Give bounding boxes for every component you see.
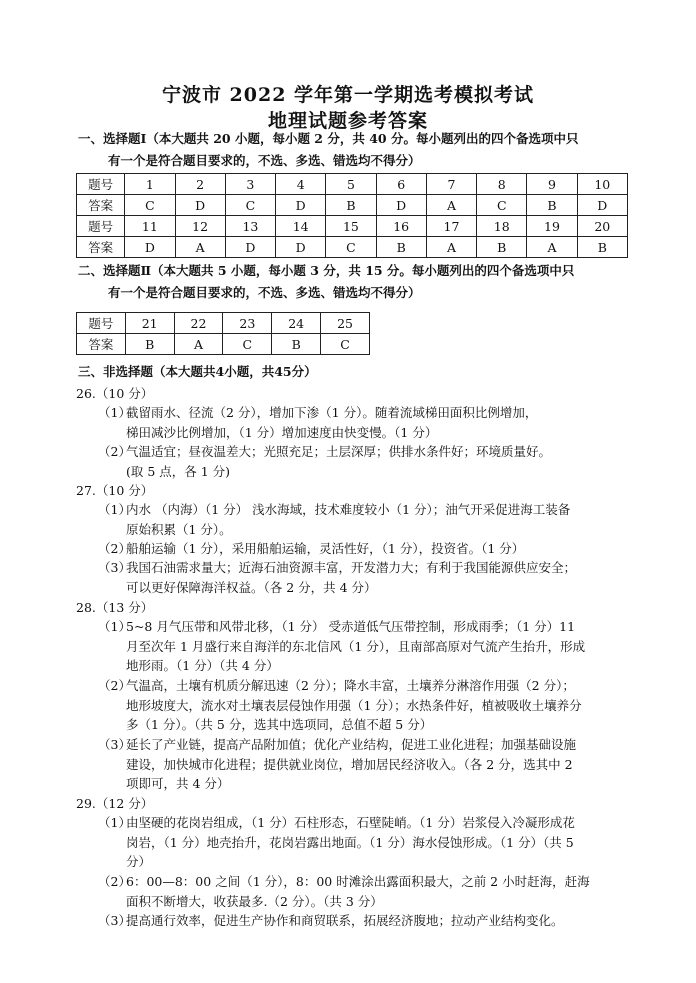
answer-line: 我国石油需求量大；近海石油资源丰富，开发潜力大；有利于我国能源供应安全； (126, 560, 577, 575)
table-cell: C (321, 334, 370, 355)
q29-item-2 (98, 872, 628, 911)
q28-item-2 (98, 676, 628, 735)
row-label: 答案 (77, 334, 126, 355)
answer-line: 月至次年 1 月盛行来自海洋的东北信风（1 分），且南部高原对气流产生抬升，形成 (126, 638, 586, 654)
answer-line: 岗岩，（1 分）地壳抬升，花岗岩露出地面。（1 分）海水侵蚀形成。（1 分）（共 5 (126, 834, 574, 850)
table-cell: 24 (272, 313, 321, 334)
row-label: 题号 (77, 313, 126, 334)
table-cell: 7 (426, 174, 476, 195)
table-cell: 2 (175, 174, 225, 195)
item-number: （3） (98, 560, 131, 575)
table-row (77, 195, 628, 216)
section-3-heading: 三、非选择题（本大题共4小题，共45分） (78, 364, 317, 379)
answer-line: 提高通行效率，促进生产协作和商贸联系，拓展经济腹地；拉动产业结构变化。 (126, 913, 564, 928)
table-cell: B (527, 195, 577, 216)
table-cell: 9 (527, 174, 577, 195)
section-1-heading-line1: 一、选择题Ⅰ（本大题共 20 小题，每小题 2 分，共 40 分。每小题列出的四个备选项中只 (78, 131, 579, 146)
table-cell: 13 (225, 216, 275, 237)
table-cell: 12 (175, 216, 225, 237)
answer-line: (取 5 点，各 1 分) (126, 463, 231, 479)
row-label: 题号 (77, 216, 125, 237)
table-cell: 19 (527, 216, 577, 237)
table-cell: B (125, 334, 174, 355)
answer-line: 6：00—8：00 之间（1 分），8：00 时滩涂出露面积最大，之前 2 小时赶海，赶海 (126, 874, 590, 889)
table-cell: D (376, 195, 426, 216)
answer-line: 分） (126, 854, 152, 869)
question-27-label: 27.（10 分） (76, 483, 154, 498)
table-row (77, 216, 628, 237)
table-cell: D (276, 237, 326, 258)
section-2-heading-line2: 有一个是符合题目要求的，不选、多选、错选均不得分） (108, 285, 421, 300)
table-cell: A (174, 334, 223, 355)
q28-item-3 (98, 735, 628, 794)
answer-line: 截留雨水、径流（2 分），增加下渗（1 分）。随着流域梯田面积比例增加， (126, 405, 538, 420)
table-cell: 3 (225, 174, 275, 195)
q26-item-1 (98, 403, 628, 442)
q28-item-1 (98, 617, 628, 676)
table-cell: 14 (276, 216, 326, 237)
item-number: （2） (98, 541, 131, 556)
table-cell: 11 (125, 216, 175, 237)
table-cell: D (175, 195, 225, 216)
question-29-label: 29.（12 分） (76, 796, 154, 811)
table-cell: 18 (477, 216, 527, 237)
table-row (77, 334, 370, 355)
row-label: 题号 (77, 174, 125, 195)
q27-item-3 (98, 558, 628, 597)
item-number: （1） (98, 815, 131, 830)
table-row (77, 313, 370, 334)
page-subtitle: 地理试题参考答案 (267, 110, 428, 132)
item-number: （1） (98, 502, 131, 517)
table-row (77, 237, 628, 258)
table-cell: C (223, 334, 272, 355)
section-1-heading (78, 128, 638, 172)
table-cell: 20 (577, 216, 627, 237)
section-1-heading-line2: 有一个是符合题目要求的，不选、多选、错选均不得分） (108, 153, 421, 168)
table-cell: 10 (577, 174, 627, 195)
table-cell: D (225, 237, 275, 258)
page-title: 宁波市 2022 学年第一学期选考模拟考试 (161, 84, 535, 106)
item-number: （1） (98, 619, 131, 634)
row-label: 答案 (77, 195, 125, 216)
q27-item-1 (98, 500, 628, 539)
table-cell: C (225, 195, 275, 216)
item-number: （3） (98, 737, 131, 752)
q26-item-2 (98, 442, 628, 481)
table-cell: B (376, 237, 426, 258)
table-cell: C (125, 195, 175, 216)
table-cell: B (577, 237, 627, 258)
q29-item-1 (98, 813, 628, 872)
answer-line: 可以更好保障海洋权益。（各 2 分，共 4 分） (126, 579, 377, 595)
table-cell: 22 (174, 313, 223, 334)
table-cell: 1 (125, 174, 175, 195)
table-cell: 4 (276, 174, 326, 195)
answer-line: 面积不断增大，收获最多.（2 分）。（共 3 分） (126, 893, 383, 909)
table-cell: C (477, 195, 527, 216)
q29-item-3 (98, 911, 628, 931)
table-cell: 15 (326, 216, 376, 237)
item-number: （2） (98, 678, 131, 693)
question-26-label: 26.（10 分） (76, 386, 154, 401)
table-cell: B (272, 334, 321, 355)
table-row (77, 174, 628, 195)
answer-line: 项即可，共 4 分） (126, 776, 230, 791)
answer-line: 气温高，土壤有机质分解迅速（2 分）；降水丰富，土壤养分淋溶作用强（2 分）； (126, 678, 575, 693)
section-2-heading (78, 260, 638, 304)
answer-line: 气温适宜；昼夜温差大；光照充足；土层深厚；供排水条件好；环境质量好。 (126, 444, 552, 459)
item-number: （3） (98, 913, 131, 928)
section-2-heading-line1: 二、选择题Ⅱ（本大题共 5 小题，每小题 3 分，共 15 分。每小题列出的四个备选项中只 (78, 263, 575, 278)
answer-table-2 (76, 312, 370, 355)
table-cell: 16 (376, 216, 426, 237)
answer-line: 延长了产业链，提高产品附加值；优化产业结构，促进工业化进程；加强基础设施 (126, 737, 577, 752)
table-cell: B (477, 237, 527, 258)
answer-line: 内水 （内海）（1 分） 浅水海域，技术难度较小（1 分）；油气开采促进海工装备 (126, 502, 571, 517)
table-cell: A (527, 237, 577, 258)
table-cell: 5 (326, 174, 376, 195)
table-cell: 17 (426, 216, 476, 237)
row-label: 答案 (77, 237, 125, 258)
item-number: （2） (98, 874, 131, 889)
table-cell: B (326, 195, 376, 216)
item-number: （1） (98, 405, 131, 420)
q27-item-2 (98, 539, 628, 559)
item-number: （2） (98, 444, 131, 459)
answer-line: 由坚硬的花岗岩组成，（1 分）石柱形态，石壁陡峭。（1 分）岩浆侵入冷凝形成花 (126, 815, 575, 830)
table-cell: A (426, 237, 476, 258)
table-cell: 6 (376, 174, 426, 195)
answer-line: 地形雨。（1 分）（共 4 分） (126, 658, 279, 673)
answer-line: 原始积累（1 分）。 (126, 521, 232, 537)
table-cell: A (426, 195, 476, 216)
answer-line: 船舶运输（1 分），采用船舶运输，灵活性好，（1 分），投资省。（1 分） (126, 541, 525, 556)
table-cell: D (276, 195, 326, 216)
table-cell: A (175, 237, 225, 258)
question-28-label: 28.（13 分） (76, 600, 154, 615)
table-cell: 25 (321, 313, 370, 334)
table-cell: D (577, 195, 627, 216)
table-cell: C (326, 237, 376, 258)
answer-line: 5~8 月气压带和风带北移，（1 分） 受赤道低气压带控制，形成雨季；（1 分）11 (126, 619, 576, 634)
answer-table-1 (76, 173, 628, 258)
table-cell: 21 (125, 313, 174, 334)
table-cell: 23 (223, 313, 272, 334)
answer-line: 梯田减沙比例增加，（1 分）增加速度由快变慢。（1 分） (126, 424, 438, 440)
table-cell: 8 (477, 174, 527, 195)
answer-line: 建设，加快城市化进程；提供就业岗位，增加居民经济收入。（各 2 分，选其中 2 (126, 756, 573, 772)
answer-line: 多（1 分）。（共 5 分，选其中选项同，总值不超 5 分） (126, 717, 433, 732)
table-cell: D (125, 237, 175, 258)
answer-line: 地形坡度大，流水对土壤表层侵蚀作用强（1 分）；水热条件好，植被吸收土壤养分 (126, 697, 582, 713)
